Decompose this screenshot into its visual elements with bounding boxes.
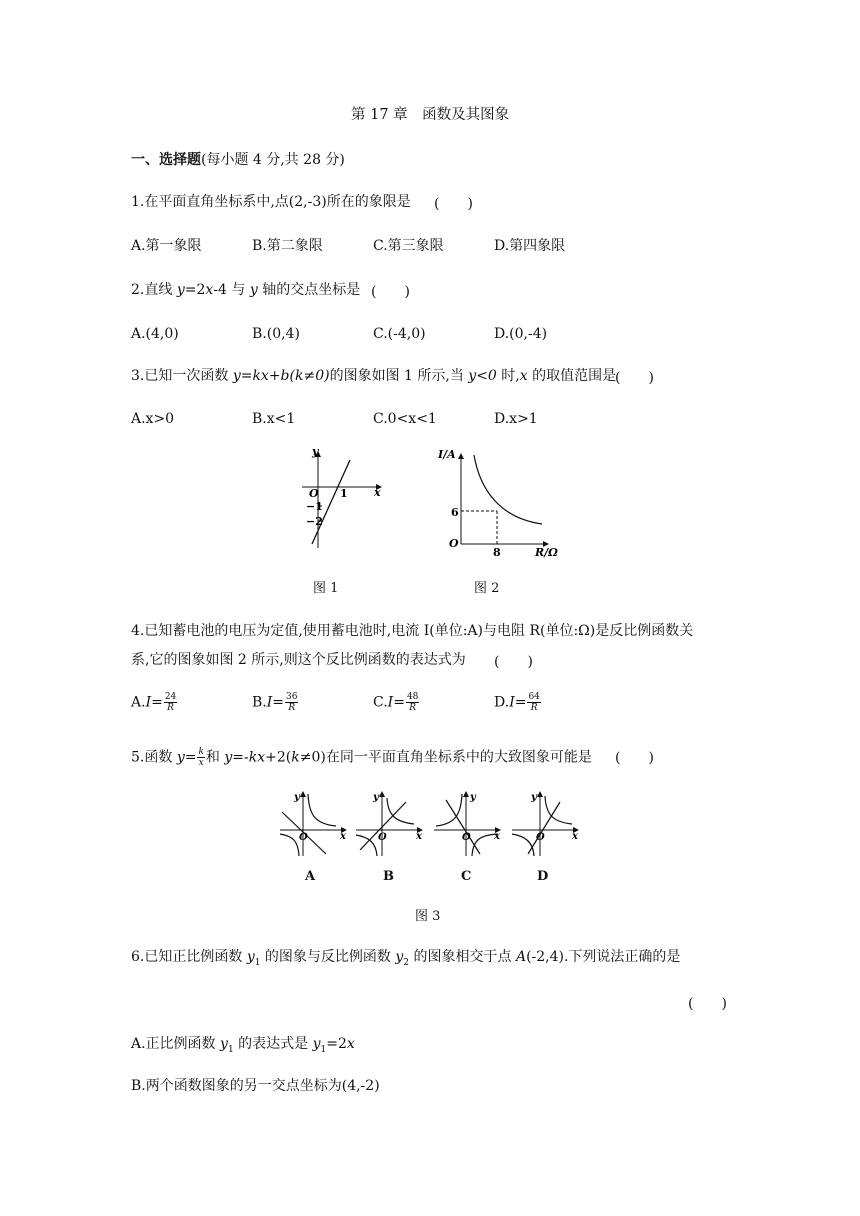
q4-a-num: 24 [164,692,177,702]
question-4-answer-paren: ( ) [494,654,533,670]
q2-text-c: -4 与 [213,282,250,298]
q6-text-b: 的图象与反比例函数 [260,949,396,965]
q6-a-x: x [346,1036,355,1052]
q2-var-y2: y [249,282,258,298]
fig3d-branch-2 [512,834,534,856]
question-2-stem [131,281,360,299]
fig3b-y-label: y [373,792,379,803]
page-title: 第 17 章 函数及其图象 [351,107,510,123]
question-5-stem [131,747,592,768]
figure-3-caption: 图 3 [415,909,441,924]
q6-y2: y [395,949,404,965]
section-heading-label: 一、选择题 [131,152,201,168]
fig3c-x-label: x [494,831,500,842]
fig3b-branch-2 [356,835,377,856]
figure-2-inverse-graph [440,450,560,558]
fig3a-origin: O [299,832,308,843]
question-2-answer-paren: ( ) [371,284,410,300]
question-1-option-d: D.第四象限 [494,238,566,254]
fig3a-branch-2 [280,834,299,856]
question-4-line-1: 4.已知蓄电池的电压为定值,使用蓄电池时,电流 I(单位:A)与电阻 R(单位:Ω)是反比例函数关 [131,623,694,639]
q3-condition: y<0 [468,368,497,384]
fig3d-line [528,802,560,854]
q3-text-c: 时, [496,368,520,384]
q6-a-text-b: 的表达式是 [233,1036,313,1052]
fig1-tick-y1-label: −1 [306,500,323,513]
section-heading-note: (每小题 4 分,共 28 分) [201,152,345,168]
q6-point-a: A [515,949,527,965]
q4-c-num: 48 [406,692,419,702]
fig3b-x-label: x [416,831,422,842]
q5-k: k [291,749,300,766]
question-6-option-a [131,1035,355,1059]
fig1-tick-y2-label: −2 [306,515,323,528]
fig2-hyperbola [474,455,542,524]
question-3-option-a: A.x>0 [131,411,175,427]
question-4-option-a [131,692,178,713]
q4-a-fraction [164,692,177,713]
question-6-answer-paren: ( ) [688,996,727,1012]
question-3-option-d: D.x>1 [494,411,538,427]
q2-text-a: 2.直线 [131,282,177,298]
q2-text-d: 轴的交点坐标是 [257,282,361,298]
q4-a-den: R [167,703,174,713]
q4-b-var: I= [266,694,285,711]
q5-text-b: 和 [205,749,225,766]
fig3b-origin: O [378,832,387,843]
fig3c-origin: O [462,832,471,843]
question-2-option-c: C.(-4,0) [373,326,426,342]
q4-d-var: I= [509,694,527,711]
figure-3-graph-d [510,788,582,860]
figure-3-graph-b [354,788,426,860]
fig3d-x-label: x [572,831,578,842]
question-3-option-c: C.0<x<1 [373,411,437,427]
figure-3-label-b: B [383,869,394,884]
q6-y1-sub: 1 [254,957,261,968]
figure-3-graph-c [432,788,504,860]
figure-2-caption: 图 2 [474,581,500,596]
fig1-tick-x-label: 1 [340,487,348,500]
fig3a-y-arrow [300,791,306,797]
q5-fraction [197,747,204,768]
q5-y: y= [176,749,197,766]
q6-y1: y [246,949,255,965]
q3-text-b: 的图象如图 1 所示,当 [329,368,469,384]
q5-den: x [198,758,204,768]
q3-var-x: x [519,368,528,384]
q4-c-var: I= [387,694,405,711]
question-5-answer-paren: ( ) [615,750,654,766]
q5-text-d: ≠0)在同一平面直角坐标系中的大致图象可能是 [299,749,592,766]
question-1-answer-paren: ( ) [434,196,473,212]
q3-text-d: 的取值范围是 [527,368,617,384]
q3-text-a: 3.已知一次函数 [131,368,233,384]
fig2-x-label: R/Ω [535,546,558,559]
q2-var-x: x [205,282,214,298]
q4-a-var: I= [145,694,163,711]
q6-a-y: y [220,1036,228,1052]
question-6-option-b: B.两个函数图象的另一交点坐标为(4,-2) [131,1078,380,1094]
fig3a-x-label: x [340,831,346,842]
question-1-option-b: B.第二象限 [252,238,323,254]
fig3c-y-label: y [470,792,476,803]
q6-a-text-a: A.正比例函数 [131,1036,221,1052]
figure-1-caption: 图 1 [313,581,339,596]
question-2-option-d: D.(0,-4) [494,326,548,342]
q6-text-c: 的图象相交于点 [409,949,516,965]
q5-formula: y=-kx [224,749,266,766]
fig1-y-label: y [312,445,319,458]
question-1-option-c: C.第三象限 [373,238,444,254]
q2-var-y: y [176,282,185,298]
question-1-option-a: A.第一象限 [131,238,202,254]
figure-3-label-d: D [537,869,549,884]
q4-c-fraction [406,692,419,713]
q4-b-letter: B. [252,694,267,711]
q4-d-letter: D. [494,694,510,711]
q6-a-sub2: 1 [320,1044,327,1055]
q2-text-b: =2 [184,282,206,298]
question-1-stem: 1.在平面直角坐标系中,点(2,-3)所在的象限是 [131,194,411,210]
q4-b-fraction [285,692,298,713]
q4-a-letter: A. [131,694,146,711]
section-heading [131,151,345,169]
fig2-y-label: I/A [438,448,456,461]
figure-3-label-c: C [461,869,472,884]
question-2-option-b: B.(0,4) [252,326,300,342]
question-3-stem [131,367,616,385]
fig3c-y-arrow [463,791,469,797]
fig3a-y-label: y [294,792,300,803]
q4-c-letter: C. [373,694,388,711]
q6-a-text-c: =2 [326,1036,347,1052]
fig3c-branch-1 [436,794,462,826]
q6-y2-sub: 2 [403,957,410,968]
fig3c-line [446,800,480,854]
question-6-stem [131,948,680,972]
figure-1-linear-graph [296,444,386,556]
q4-d-fraction [527,692,540,713]
fig2-tick-y-label: 6 [451,506,459,519]
fig3b-y-arrow [379,791,385,797]
fig1-x-label: x [374,486,381,499]
fig3d-origin: O [536,832,545,843]
fig2-origin: O [449,537,459,550]
q6-a-y2: y [312,1036,321,1052]
q5-num: k [198,747,204,757]
question-4-option-c [373,692,420,713]
question-4-line-2: 系,它的图象如图 2 所示,则这个反比例函数的表达式为 [131,652,466,668]
q4-c-den: R [409,703,417,713]
question-4-option-d [494,692,542,713]
q5-text-c: +2( [265,749,292,766]
fig1-origin: O [309,487,319,500]
fig3d-y-arrow [537,791,543,797]
question-3-option-b: B.x<1 [252,411,296,427]
fig2-tick-x-label: 8 [493,546,501,559]
q4-d-den: R [530,703,538,713]
question-4-option-b [252,692,299,713]
q6-text-a: 6.已知正比例函数 [131,949,247,965]
figure-3-graph-a [278,788,350,860]
q5-text-a: 5.函数 [131,749,177,766]
q3-formula: y=kx+b(k≠0) [232,368,330,384]
q4-b-den: R [288,703,296,713]
q6-text-d: (-2,4).下列说法正确的是 [526,949,681,965]
fig3b-branch-1 [387,798,414,824]
question-3-answer-paren: ( ) [615,370,654,386]
question-2-option-a: A.(4,0) [131,326,179,342]
fig3a-branch-1 [308,794,336,826]
q6-a-sub: 1 [227,1044,234,1055]
q4-d-num: 64 [528,692,540,702]
figure-3-label-a: A [305,869,316,884]
q4-b-num: 36 [286,692,298,702]
fig3d-y-label: y [531,792,537,803]
fig2-y-arrow [458,453,464,459]
